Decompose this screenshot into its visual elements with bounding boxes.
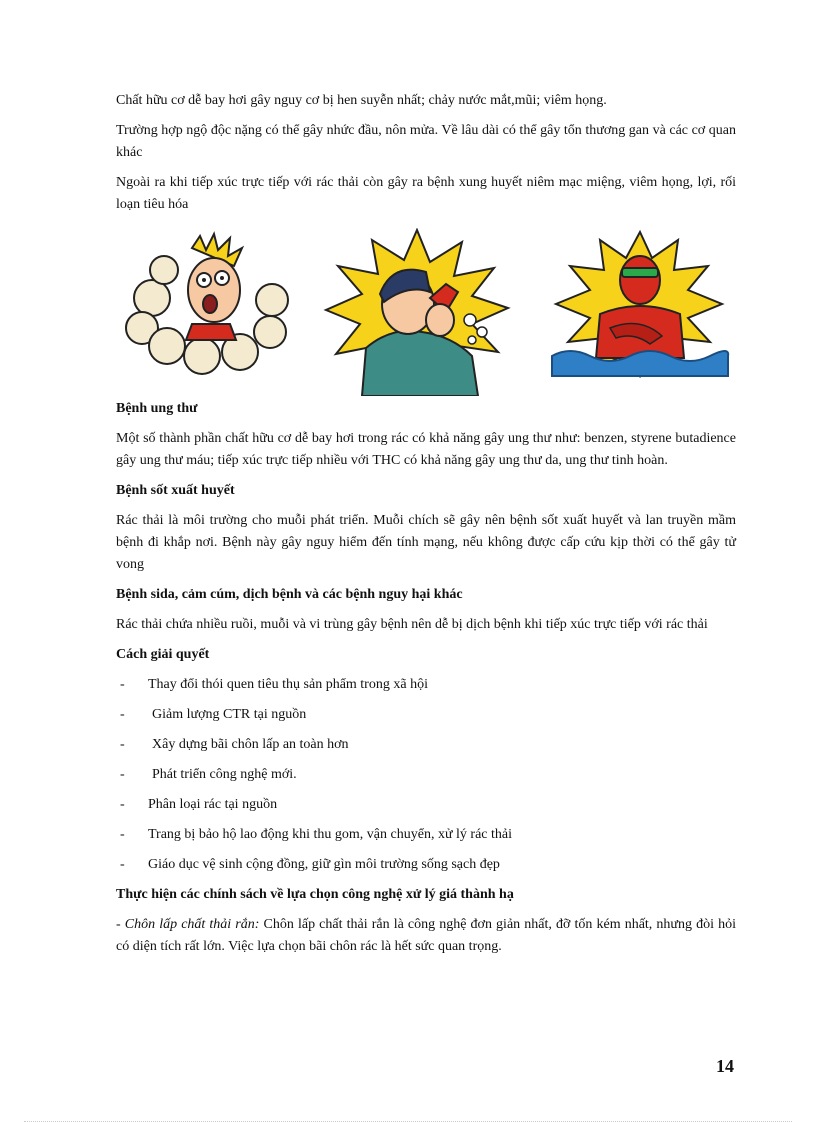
- policy-heading-prefix: Thực hiện: [116, 887, 177, 902]
- page-number: 14: [716, 1056, 734, 1076]
- aids-heading: Bệnh sida, cảm cúm, dịch bệnh và các bệnh nguy hại khác: [116, 587, 463, 602]
- solutions-heading: Cách giải quyết: [116, 647, 210, 662]
- solution-item: [116, 764, 736, 794]
- cancer-paragraph: Một số thành phần chất hữu cơ dễ bay hơi trong rác có khả năng gây ung thư như: benzen, styrene butadience gây ung thư máu; tiếp xúc trực tiếp nhiều với THC có khả năng gây ung thư da, ung thư tinh hoàn.: [116, 431, 736, 468]
- solution-item: [116, 734, 736, 764]
- solution-text: Phát triển công nghệ mới.: [152, 767, 297, 782]
- cancer-heading: Bệnh ung thư: [116, 401, 198, 416]
- solution-text: Giảm lượng CTR tại nguồn: [152, 707, 307, 722]
- page-content: [116, 90, 736, 958]
- solutions-list: [116, 674, 736, 884]
- solution-text: Thay đổi thói quen tiêu thụ sản phẩm trong xã hội: [148, 677, 428, 692]
- solution-text: Trang bị bảo hộ lao động khi thu gom, vận chuyển, xử lý rác thải: [148, 827, 513, 842]
- dengue-heading: Bệnh sốt xuất huyết: [116, 483, 235, 498]
- landfill-text: Chôn lấp chất thải rắn là công nghệ đơn giản nhất, đỡ tốn kém nhất, nhưng đòi hỏi có diện tích rất lớn. Việc lựa chọn bãi chôn rác là hết sức quan trọng.: [116, 917, 736, 954]
- coughing-illustration: [322, 228, 512, 396]
- landfill-label: - Chôn lấp chất thải rắn:: [116, 917, 260, 932]
- bullet-dash: -: [120, 677, 125, 692]
- solution-item: [116, 674, 736, 704]
- bullet-dash: -: [120, 737, 125, 752]
- solution-item: [116, 704, 736, 734]
- bullet-dash: -: [120, 827, 125, 842]
- policy-heading-rest: các chính sách về lựa chọn công nghệ xử lý giá thành hạ: [180, 887, 514, 902]
- policy-heading: [116, 884, 736, 906]
- intro-paragraph-1: Chất hữu cơ dễ bay hơi gây nguy cơ bị hen suyễn nhất; chảy nước mắt,mũi; viêm họng.: [116, 93, 607, 108]
- landfill-paragraph: [116, 914, 736, 958]
- fumes-illustration: [122, 228, 292, 378]
- intro-paragraph-2: Trường hợp ngộ độc nặng có thể gây nhức đầu, nôn mửa. Về lâu dài có thể gây tổn thương gan và các cơ quan khác: [116, 123, 736, 160]
- aids-paragraph: Rác thải chứa nhiều ruồi, muỗi và vi trùng gây bệnh nên dễ bị dịch bệnh khi tiếp xúc trực tiếp với rác thải: [116, 617, 708, 632]
- bullet-dash: -: [120, 797, 125, 812]
- burning-man-illustration: [550, 228, 730, 378]
- solution-text: Giáo dục vệ sinh cộng đồng, giữ gìn môi trường sống sạch đẹp: [148, 857, 500, 872]
- intro-paragraph-3: Ngoài ra khi tiếp xúc trực tiếp với rác thải còn gây ra bệnh xung huyết niêm mạc miệng, viêm họng, lợi, rối loạn tiêu hóa: [116, 175, 736, 212]
- illustration-row: [116, 228, 736, 396]
- bullet-dash: -: [120, 857, 125, 872]
- bullet-dash: -: [120, 707, 125, 722]
- solution-item: [116, 854, 736, 884]
- bullet-dash: -: [120, 767, 125, 782]
- solution-item: [116, 794, 736, 824]
- solution-text: Xây dựng bãi chôn lấp an toàn hơn: [152, 737, 349, 752]
- dengue-paragraph: Rác thải là môi trường cho muỗi phát triển. Muỗi chích sẽ gây nên bệnh sốt xuất huyết và lan truyền mầm bệnh đi khắp nơi. Bệnh này gây nguy hiểm đến tính mạng, nếu không được cấp cứu kịp thời có thể gây tử vong: [116, 513, 736, 572]
- solution-text: Phân loại rác tại nguồn: [148, 797, 278, 812]
- page-bottom-border: [24, 1121, 792, 1122]
- solution-item: [116, 824, 736, 854]
